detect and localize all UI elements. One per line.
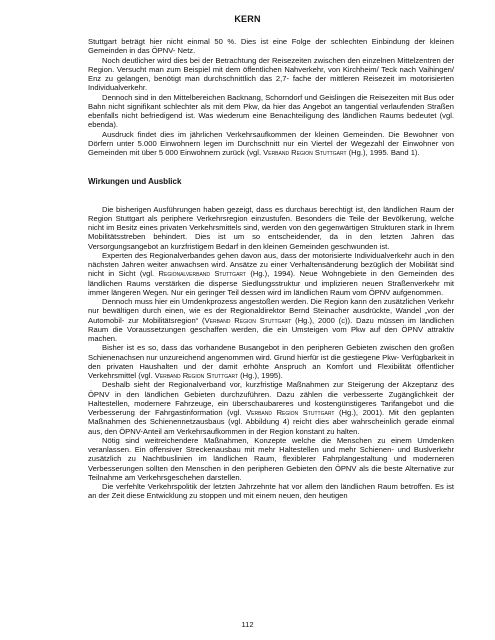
paragraph: Die verfehlte Verkehrspolitik der letzten Jahrzehnte hat vor allem den ländlichen Raum betroffen. Es ist an der Zeit diese Entwicklung zu stoppen und mit einem neuen, den heutigen: [88, 482, 454, 501]
paragraph: [88, 297, 454, 343]
paragraph: Nötig sind weitreichendere Maßnahmen, Konzepte welche die Menschen zu einem Umdenken veranlassen. Ein offensiver Streckenausbau mit mehr Haltestellen und mehr Schienen- und Buslverkehr zusätzlich zu Nachtbuslinien im ländlichen Raum, flexiblerer Fahrplangestaltung und moderneren Verbesserungen sollten den Menschen in den peripheren Gebieten den ÖPNV als die beste Alternative zur Teilnahme am Verkehrsgeschehen darstellen.: [88, 435, 454, 482]
citation-author: Verband Region Stuttgart: [263, 148, 347, 157]
body-text: [88, 37, 454, 501]
citation-author: Verband Region Stuttgart: [154, 371, 239, 380]
paragraph-text: Deshalb sieht der Regionalverband vor, kurzfristige Maßnahmen zur Steigerung der Akzeptanz des ÖPNV in den ländlichen Gebieten durchzuführen. Dazu zählen die verbesserte Zugänglichkeit der Haltestellen, modernere Fahrzeuge, ein überschaubareres und kostengünstigeres Tarifangebot und die Verbesserung der Fahrgastinformation (vgl.: [88, 380, 454, 417]
paragraph-text: (Hg.), 1994). Neue Wohngebiete in den Gemeinden des ländlichen Raums verstärken die disperse Siedlungsstruktur und implizieren neuen Straßenverkehr mit immer längeren Wegen. Nur ein geringer Teil dessen wird im ländlichen Raum vom ÖPNV aufgenommen.: [88, 269, 454, 297]
paragraph-text: Experten des Regionalverbandes gehen davon aus, dass der motorisierte Individualverkehr auch in den nächsten Jahren weiter anwachsen wird. Ansätze zu einer Verhaltensänderung bezüglich der Mobilität sind nicht in Sicht (vgl.: [88, 250, 454, 279]
paragraph: [88, 343, 454, 380]
paragraph: [88, 130, 454, 158]
paragraph: Noch deutlicher wird dies bei der Betrachtung der Reisezeiten zwischen den einzelnen Mittelzentren der Region. Versucht man zum Beispiel mit dem öffentlichen Nahverkehr, von Kirchheim/ Teck nach Vaihingen/ Enz zu gelangen, benötigt man durchschnittlich das 2,7- fache der mittleren Reisezeit im motorisierten Individualverkehr.: [88, 55, 454, 93]
citation-author: Verband Region Stuttgart: [246, 408, 335, 417]
running-header: KERN: [234, 14, 261, 24]
paragraph: Die bisherigen Ausführungen haben gezeigt, dass es durchaus berechtigt ist, den ländlichen Raum der Region Stuttgart als periphere Verkehrsregion einzustufen. Besonders die Teile der Bevölkerung, welche nicht im Besitz eines privaten Verkehrsmittels sind, werden von den gegenwärtigen Strukturen stark in Ihrem Mobilitätsstreben behindert. Dies ist um so entscheidender, da in den letzten Jahren das Versorgungsangebot an kurzfristigem Bedarf in den kleinen Gemeinden geschwunden ist.: [88, 204, 454, 251]
paragraph-text: Ausdruck findet dies im jährlichen Verkehrsaufkommen der kleinen Gemeinden. Die Bewohner von Dörfern unter 5.000 Einwohnern legen im Durchschnitt nur ein Viertel der Wegezahl der Einwohner von Gemeinden mit über 5 000 Einwohnern zurück (vgl.: [88, 129, 454, 157]
section-heading: Wirkungen und Ausblick: [88, 177, 182, 187]
paragraph: Dennoch sind in den Mittelbereichen Backnang, Schorndorf und Geislingen die Reisezeiten mit Bus oder Bahn nicht signifikant schlechter als mit dem Pkw, da hier das Angebot an tangential verlaufenden Straßen ebenfalls nicht befriedigend ist. Was wiederum eine Benachteiligung des ländlichen Raums bedeutet (vgl. ebenda).: [88, 92, 454, 130]
citation-author: Regionalverband Stuttgart: [158, 269, 246, 279]
page-number: 112: [241, 620, 254, 629]
paragraph: [88, 380, 454, 436]
paragraph-text: (Hg.), 2000 (c)). Dazu müssen im ländlichen Raum die Voraussetzungen geschaffen werden, die ein Umsteigen vom Pkw auf den ÖPNV attraktiv machen.: [88, 315, 454, 343]
paragraph-text: (Hg.), 1995).: [238, 371, 283, 380]
paragraph-text: Dennoch muss hier ein Umdenkprozess angestoßen werden. Die Region kann den zusätzlichen Verkehr nur bewältigen durch einen, wie es der Regionaldirektor Bernd Steinacher ausdrückte, Wandel „von der Automobil- zur Mobilitätsregion“ (: [88, 297, 454, 325]
citation-author: Verband Region Stuttgart: [204, 315, 292, 325]
paragraph: Stuttgart beträgt hier nicht einmal 50 %. Dies ist eine Folge der schlechten Einbindung der kleinen Gemeinden in das ÖPNV- Netz.: [88, 37, 454, 56]
paragraph-text: (Hg.), 2001). Mit den geplanten Maßnahmen des Schienennetzausbaus (vgl. Abbildung 4) reicht dies aber wahrscheinlich gerade einmal aus, den ÖPNV-Anteil am Verkehrsaufkommen in der Region konstant zu halten.: [88, 408, 455, 436]
citation-rest: (Hg.), 1995. Band 1).: [346, 148, 420, 157]
paragraph-text: Bisher ist es so, dass das vorhandene Busangebot in den peripheren Gebieten zwischen den großen Schienenachsen nur unzureichend angenommen wird. Grund hierfür ist die gestiegene Pkw- Verfügbarkeit in den privaten Haushalten und der damit erhöhte Anspruch an Komfort und Flexibilität öffentlicher Verkehrsmittel (vgl.: [88, 343, 454, 380]
paragraph: [88, 251, 454, 297]
